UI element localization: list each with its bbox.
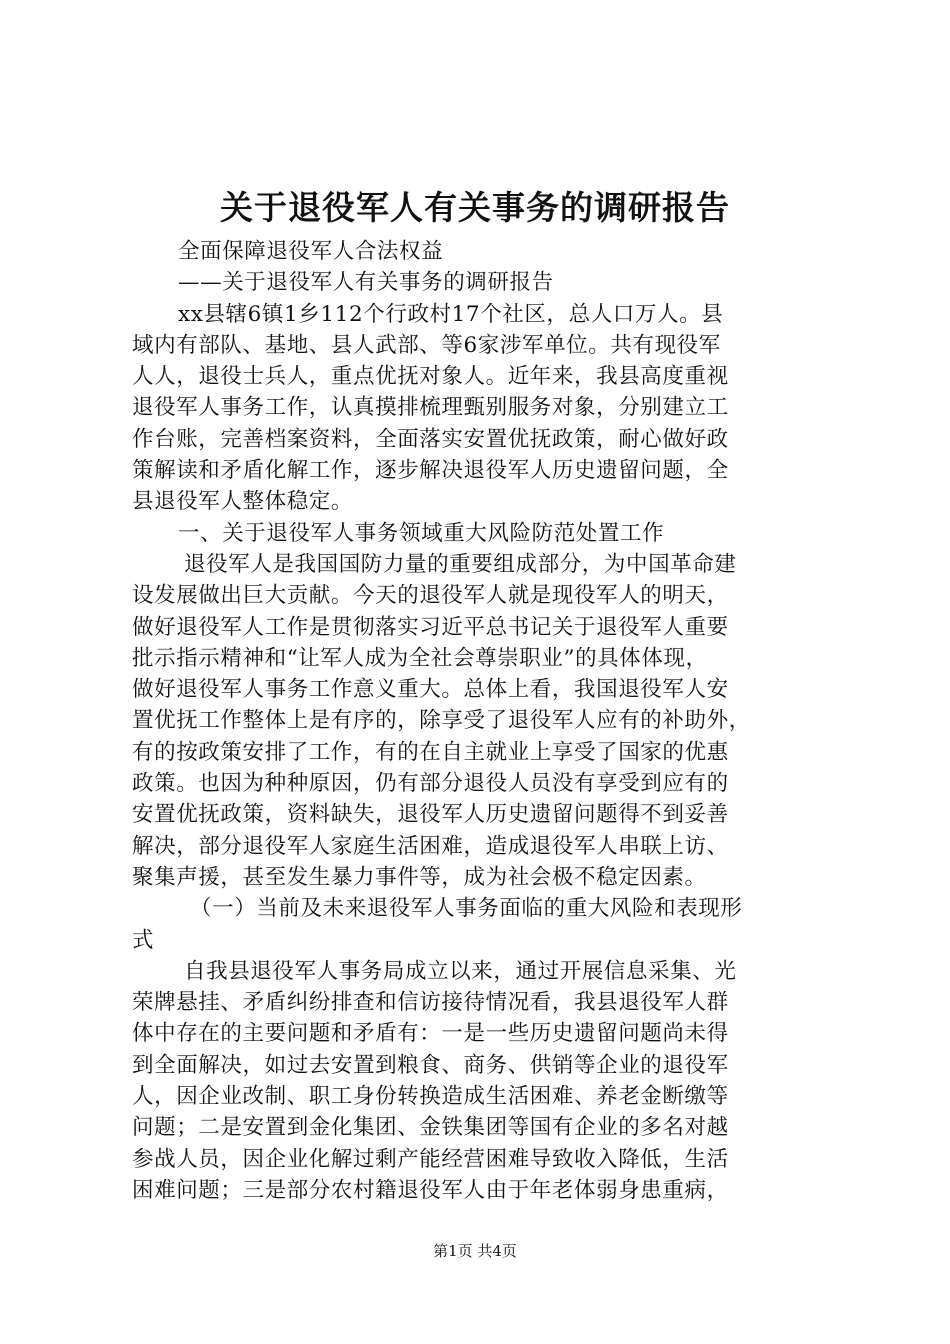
paragraph-line: 政策。也因为种种原因，仍有部分退役人员没有享受到应有的 [132,771,729,797]
paragraph-line: 体中存在的主要问题和矛盾有：一是一些历史遗留问题尚未得 [132,1021,729,1047]
subsection-heading-continued: 式 [132,927,155,953]
paragraph-line: 解决，部分退役军人家庭生活困难，造成退役军人串联上访、 [132,833,729,859]
paragraph-line: 困难问题；三是部分农村籍退役军人由于年老体弱身患重病， [132,1177,729,1203]
paragraph-line: 置优抚工作整体上是有序的，除享受了退役军人应有的补助外， [132,708,751,734]
paragraph-line: 批示指示精神和“让军人成为全社会尊崇职业”的具体体现， [132,645,708,671]
paragraph-line: 自我县退役军人事务局成立以来，通过开展信息采集、光 [184,958,737,984]
paragraph-line: 人，因企业改制、职工身份转换造成生活困难、养老金断缴等 [132,1084,729,1110]
paragraph-line: 做好退役军人事务工作意义重大。总体上看，我国退役军人安 [132,677,729,703]
document-title: 关于退役军人有关事务的调研报告 [220,188,730,227]
paragraph-line: 退役军人是我国国防力量的重要组成部分，为中国革命建 [184,551,737,577]
subsection-heading: （一）当前及未来退役军人事务面临的重大风险和表现形 [190,896,743,922]
section-heading: 一、关于退役军人事务领域重大风险防范处置工作 [178,520,665,546]
paragraph-line: 作台账，完善档案资料，全面落实安置优抚政策，耐心做好政 [132,426,729,452]
paragraph-line: 做好退役军人工作是贯彻落实习近平总书记关于退役军人重要 [132,614,729,640]
document-body [132,236,832,1206]
subtitle-line: ——关于退役军人有关事务的调研报告 [178,270,554,296]
paragraph-line: 设发展做出巨大贡献。今天的退役军人就是现役军人的明天， [132,583,729,609]
paragraph-line: 荣牌悬挂、矛盾纠纷排查和信访接待情况看，我县退役军人群 [132,990,729,1016]
paragraph-line: 到全面解决，如过去安置到粮食、商务、供销等企业的退役军 [132,1052,729,1078]
subtitle-line: 全面保障退役军人合法权益 [178,239,444,264]
paragraph-line: xx县辖6镇1乡112个行政村17个社区，总人口万人。县 [178,301,724,327]
paragraph-line: 域内有部队、基地、县人武部、等6家涉军单位。共有现役军 [132,332,721,358]
page-footer: 第1页 共4页 [433,1242,517,1260]
paragraph-line: 聚集声援，甚至发生暴力事件等，成为社会极不稳定因素。 [132,864,707,890]
paragraph-line: 县退役军人整体稳定。 [132,489,354,515]
paragraph-line: 参战人员，因企业化解过剩产能经营困难导致收入降低，生活 [132,1146,729,1172]
paragraph-line: 人人，退役士兵人，重点优抚对象人。近年来，我县高度重视 [132,364,729,390]
paragraph-line: 策解读和矛盾化解工作，逐步解决退役军人历史遗留问题，全 [132,458,729,484]
paragraph-line: 安置优抚政策，资料缺失，退役军人历史遗留问题得不到妥善 [132,802,729,828]
paragraph-line: 问题；二是安置到金化集团、金铁集团等国有企业的多名对越 [132,1115,729,1141]
paragraph-line: 有的按政策安排了工作，有的在自主就业上享受了国家的优惠 [132,739,729,765]
paragraph-line: 退役军人事务工作，认真摸排梳理甄别服务对象，分别建立工 [132,395,729,421]
